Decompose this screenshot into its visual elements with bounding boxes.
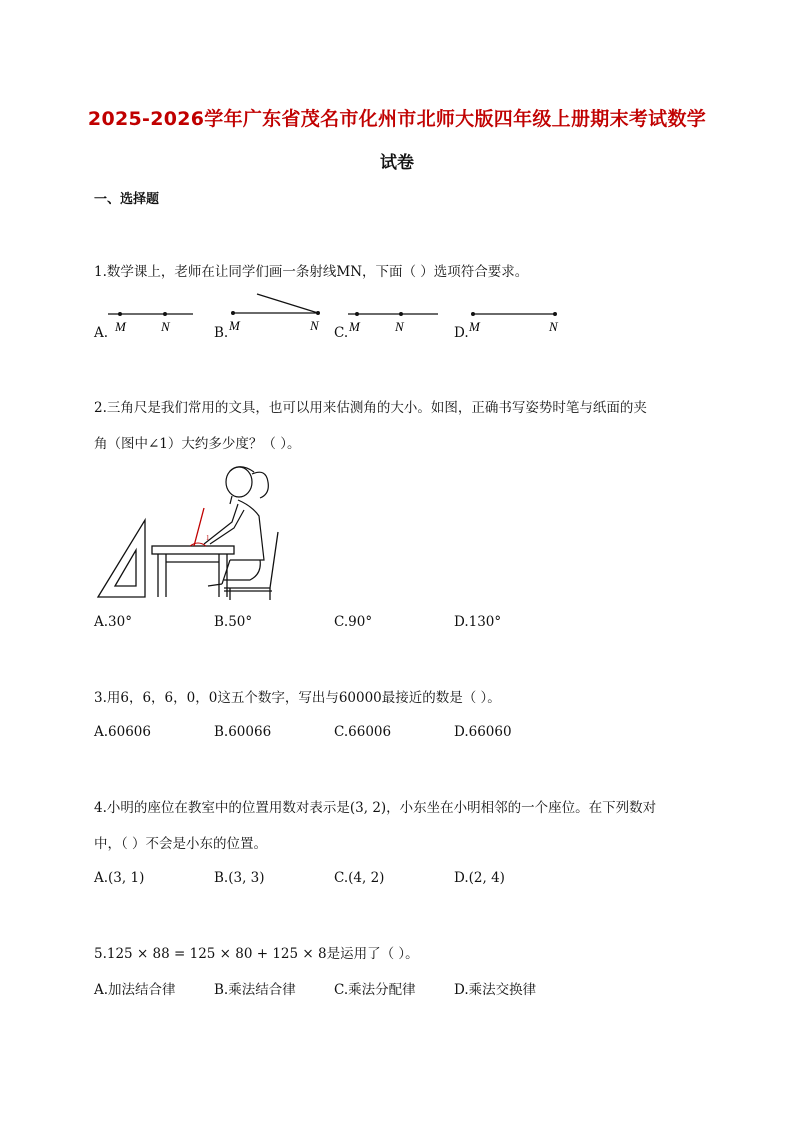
q1a-point-m: M	[115, 319, 126, 334]
q5-option-d: D.乘法交换律	[454, 982, 537, 998]
q5-option-c: C.乘法分配律	[334, 982, 416, 998]
q1d-point-n: N	[549, 319, 558, 334]
q1b-point-n: N	[310, 318, 319, 333]
question-4-line-1: 4.小明的座位在教室中的位置用数对表示是(3, 2)，小东坐在小明相邻的一个座位。在下列数对	[94, 800, 657, 816]
q1-option-a-label: A.	[94, 325, 109, 341]
question-2-line-2: 角（图中∠1）大约多少度？（ ）。	[94, 436, 301, 452]
q2-option-b: B.50°	[214, 614, 253, 630]
question-1-text: 1.数学课上，老师在让同学们画一条射线MN，下面（ ）选项符合要求。	[94, 264, 529, 280]
exam-title: 2025-2026学年广东省茂名市化州市北师大版四年级上册期末考试数学	[87, 108, 707, 130]
q3-option-c: C.66006	[334, 724, 392, 740]
q3-option-b: B.60066	[214, 724, 272, 740]
student-girl-icon	[204, 467, 268, 586]
pen-line	[194, 508, 204, 546]
q1b-point-m: M	[229, 318, 240, 333]
angle-1-label: 1	[206, 534, 210, 542]
q1-option-d-label: D.	[454, 325, 469, 341]
q1a-point-n: N	[161, 319, 170, 334]
q2-option-a: A.30°	[94, 614, 132, 630]
question-2-line-1: 2.三角尺是我们常用的文具，也可以用来估测角的大小。如图，正确书写姿势时笔与纸面的夹	[94, 400, 647, 416]
q1-option-a-figure	[105, 305, 200, 340]
q1-option-b-figure	[225, 290, 325, 340]
q1-option-c-label: C.	[334, 325, 349, 341]
question-5-text: 5.125 × 88 = 125 × 80 + 125 × 8是运用了（ ）。	[94, 946, 419, 962]
q5-option-b: B.乘法结合律	[214, 982, 296, 998]
q1c-point-m: M	[349, 319, 360, 334]
question-4-line-2: 中，（ ）不会是小东的位置。	[94, 836, 268, 852]
q2-option-d: D.130°	[454, 614, 502, 630]
exam-title-continued: 试卷	[380, 153, 414, 173]
desk-icon	[152, 546, 234, 597]
q1-option-b-label: B.	[214, 325, 229, 341]
q2-option-c: C.90°	[334, 614, 373, 630]
q3-option-d: D.66060	[454, 724, 512, 740]
q4-option-d: D.(2, 4)	[454, 870, 505, 886]
q3-option-a: A.60606	[94, 724, 151, 740]
q5-option-a: A.加法结合律	[94, 982, 176, 998]
q1-option-d-figure	[465, 305, 565, 340]
q1c-point-n: N	[395, 319, 404, 334]
q1d-point-m: M	[469, 319, 480, 334]
q1-option-c-figure	[345, 305, 445, 340]
chair-icon	[224, 532, 278, 600]
q4-option-b: B.(3, 3)	[214, 870, 265, 886]
section-heading: 一、选择题	[94, 192, 160, 207]
q4-option-c: C.(4, 2)	[334, 870, 385, 886]
triangle-ruler-icon	[98, 520, 145, 597]
q4-option-a: A.(3, 1)	[94, 870, 145, 886]
writing-posture-figure	[94, 460, 294, 605]
question-3-text: 3.用6，6，6，0，0这五个数字，写出与60000最接近的数是（ ）。	[94, 690, 501, 706]
